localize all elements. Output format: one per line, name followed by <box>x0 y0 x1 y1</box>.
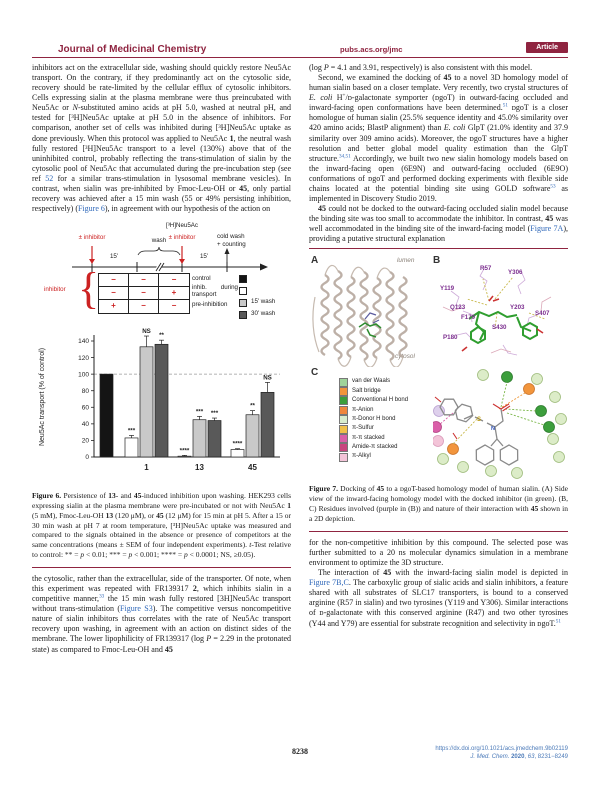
text-segment: 13 <box>105 510 114 520</box>
text-segment: ). The competitive versus noncompetitive nature of sialin inhibitors thus correlates with the rate of Neu5Ac transport recovery upon washing, in agreement with an action on distinct sides of the membrane. The lower lipophilicity of FR139317 (log <box>32 604 291 644</box>
inline-link[interactable]: 52 <box>45 173 54 183</box>
legend-swatch <box>339 425 348 434</box>
panel-b-label: B <box>433 255 441 267</box>
text-segment: H <box>332 93 343 103</box>
legend-label: Salt bridge <box>352 387 381 394</box>
text-segment: < 0.0001; NS, ≥0.05). <box>187 549 256 559</box>
doi-link[interactable]: https://dx.doi.org/10.1021/acs.jmedchem.9b02119 <box>435 746 568 752</box>
legend-label: π-Sulfur <box>352 425 374 432</box>
text-segment: for a similar trans-stimulation in lysosomal membrane vesicles). In contrast, when sialin was pre-inhibited by Fmoc-Leu-OH or <box>32 173 291 193</box>
wash-label: wash <box>151 237 167 245</box>
text-segment: the 15 min wash fully restored [3H]Neu5Ac transport without trans-stimulation ( <box>32 594 291 614</box>
right-column <box>309 63 568 629</box>
duration-label-2: 15' <box>199 253 209 261</box>
svg-text:1: 1 <box>144 463 149 473</box>
inhibitor-row-group-label: inhibitor <box>44 286 66 294</box>
svg-text:****: **** <box>179 447 190 455</box>
legend-swatch <box>339 453 348 462</box>
text-segment: 45 <box>156 510 164 520</box>
body-paragraph <box>32 574 291 655</box>
citation-line <box>435 753 568 761</box>
cytosol-label: cytosol <box>395 353 415 361</box>
legend-label-30-wash: 30' wash <box>251 310 276 318</box>
cold-wash-label: cold wash <box>217 233 245 241</box>
svg-text:140: 140 <box>78 338 89 346</box>
svg-text:60: 60 <box>81 404 89 412</box>
residue-label: Q123 <box>450 304 466 312</box>
inline-link[interactable]: Figure 7A <box>530 224 564 234</box>
page-header <box>32 42 568 58</box>
text-segment: Persistence of <box>61 491 109 501</box>
tracer-label: [³H]Neu5Ac <box>166 222 198 230</box>
svg-text:***: *** <box>195 408 204 416</box>
body-paragraph <box>32 63 291 214</box>
condition-sign: + <box>159 287 189 300</box>
text-segment: (12 μM) for 15 min at pH 5. After a 15 or 30 min wash at pH 7 at room temperature, [³H]Neu5Ac uptake was measured and compared to the signals obtained in the absence or presence of competitors at the same concentrations (means ± SEM of four independent experiments). <box>32 510 291 549</box>
text-segment: -induced inhibition upon washing. HEK293 cells expressing sialin at the plasma membrane were pre-incubated or not with Neu5Ac <box>32 491 292 510</box>
text-segment: (log <box>309 63 324 72</box>
text-segment: < 0.001; **** = <box>132 549 184 559</box>
text-segment: = 2.29 in the protonated state) as compared to Fmoc-Leu-OH and <box>32 634 292 654</box>
residue-label: S407 <box>535 310 550 318</box>
legend-item <box>339 443 408 452</box>
legend-swatch <box>239 299 247 307</box>
condition-sign: − <box>99 274 129 287</box>
text-segment: Figure 6. <box>32 491 62 501</box>
condition-sign-table <box>98 273 190 314</box>
text-segment: 45 <box>239 183 248 193</box>
legend-label: Amide-π stacked <box>352 444 398 451</box>
text-segment: 45 <box>133 491 142 501</box>
legend-swatch <box>339 387 348 396</box>
text-segment: - and <box>115 491 134 501</box>
text-segment: inhibitors act on the extracellular side, washing should quickly restore Neu5Ac transport. On the contrary, if they predominantly act on the cytosolic side, recovery should be rate-limited by the cellular efflux of cytosolic inhibitors. Cells expressing sialin at the plasma membrane were thus preincubated with Neu5Ac or <box>32 63 291 113</box>
inline-link[interactable]: Figure 6 <box>77 204 105 214</box>
condition-sign: − <box>129 274 159 287</box>
residue-label: Y306 <box>508 269 523 277</box>
residue-label: P180 <box>443 334 458 342</box>
text-segment: Docking of <box>337 484 377 494</box>
text-segment: 45 <box>443 73 452 83</box>
text-segment: J. Med. Chem. <box>470 754 510 761</box>
journal-url-link[interactable]: pubs.acs.org/jmc <box>340 45 403 54</box>
text-segment: 45 <box>164 644 173 654</box>
duration-label-1: 15' <box>109 253 119 261</box>
residue-label: R57 <box>480 265 492 273</box>
inline-link[interactable]: 33 <box>99 593 105 600</box>
legend-swatch <box>239 311 247 319</box>
residue-label: Y203 <box>510 304 525 312</box>
inline-link[interactable]: 53 <box>550 183 556 190</box>
text-segment: was well accommodated in the binding site of the inward-facing model ( <box>309 214 568 234</box>
panel-c-label: C <box>311 367 319 379</box>
legend-swatch <box>239 287 247 295</box>
journal-title: Journal of Medicinal Chemistry <box>58 44 207 55</box>
legend-item <box>339 453 408 462</box>
svg-text:NS: NS <box>263 374 272 382</box>
text-segment: 2020 <box>511 754 525 761</box>
legend-item <box>339 406 408 415</box>
condition-sign: − <box>129 287 159 300</box>
text-segment: , which inhibits sialin in a competitive manner, <box>32 584 291 604</box>
svg-text:***: *** <box>127 427 136 435</box>
residue-label: S430 <box>492 324 507 332</box>
condition-sign: − <box>171 301 177 311</box>
figure-separator-rule <box>309 531 568 532</box>
inline-link[interactable]: 51 <box>502 102 508 109</box>
red-brace: { <box>78 264 100 314</box>
residue-label: F179 <box>461 314 476 322</box>
text-segment: ), in agreement with our hypothesis of the action on <box>104 204 271 214</box>
text-segment: < 0.01; *** = <box>84 549 129 559</box>
text-segment: , <box>524 754 528 761</box>
condition-sign: − <box>159 274 189 287</box>
legend-swatch <box>339 443 348 452</box>
legend-label: π-Donor H bond <box>352 415 396 422</box>
text-segment: shown in a 2D depiction. <box>309 503 568 523</box>
body-paragraph <box>309 204 568 244</box>
legend-item <box>339 377 408 386</box>
inhibitor-arrow-label-1: ± inhibitor <box>78 234 106 242</box>
ligand-2d-depiction <box>433 367 568 479</box>
text-segment: to a novel 3D homology model of human sialin based on a closer template. Very recently, two crystal structures of <box>309 73 568 93</box>
text-segment: , only partial recovery was achieved after a 15 min wash (55 or 49% persisting inhibition, respectively) ( <box>32 183 292 214</box>
left-column <box>32 63 291 655</box>
text-segment: E. coli <box>443 123 466 133</box>
figure6-caption <box>32 491 291 559</box>
text-segment: p <box>128 549 133 559</box>
row-label-control: control <box>192 275 211 283</box>
text-segment: 45 <box>545 214 554 224</box>
text-segment: as implemented in Discovery Studio 2019. <box>309 183 568 204</box>
protein-ribbon-drawing <box>309 257 429 367</box>
legend-swatch <box>339 396 348 405</box>
text-segment: 2 <box>192 584 197 594</box>
legend-label: π-Alkyl <box>352 453 371 460</box>
svg-text:NS: NS <box>142 328 151 336</box>
text-segment: , 8231−8249 <box>534 754 568 761</box>
text-segment: + <box>342 92 346 99</box>
svg-text:N: N <box>491 426 495 433</box>
article-type-badge: Article <box>526 42 568 53</box>
inline-link[interactable]: Figure S3 <box>120 604 153 614</box>
legend-label-15-wash: 15' wash <box>251 298 276 306</box>
figure7-caption <box>309 484 568 523</box>
svg-text:0: 0 <box>85 454 89 462</box>
legend-swatch <box>239 275 247 283</box>
svg-text:13: 13 <box>195 463 204 473</box>
svg-text:45: 45 <box>248 463 257 473</box>
interaction-legend <box>339 377 408 462</box>
panel-a-label: A <box>311 255 319 267</box>
inline-link[interactable]: 34,51 <box>339 153 351 160</box>
text-segment: p <box>80 549 85 559</box>
page-number: 8238 <box>292 747 308 756</box>
svg-text:***: *** <box>210 410 219 418</box>
text-segment: 13 <box>108 491 116 501</box>
text-segment: . The carboxylic group of sialic acids and sialin inhibitors, a feature shared with all substrates of SLC17 transporters, is bound to a conserved arginine (R57 in sialin) and two tyrosines (Y119 and Y306). Similar interactions of ᴅ-galactonate with this conserved arginine (R47) and two other tyrosines (Y44 and Y79) are essential for substrate recognition and selectivity in ᴅgoT. <box>309 578 568 628</box>
legend-item <box>339 396 408 405</box>
text-segment: P <box>323 63 329 72</box>
legend-item <box>339 424 408 433</box>
text-segment: P <box>206 634 212 644</box>
lumen-label: lumen <box>397 257 415 265</box>
svg-text:20: 20 <box>81 437 89 445</box>
condition-sign: − <box>129 300 159 313</box>
svg-text:****: **** <box>232 440 243 448</box>
svg-text:120: 120 <box>78 354 89 362</box>
inhibitor-arrow-label-2: ± inhibitor <box>168 234 196 242</box>
text-segment: 45 <box>376 484 385 494</box>
body-paragraph <box>309 538 568 568</box>
text-segment: GlpT (21.0% identity and 37.9 similarity over 309 amino acids). Moreover, the ᴅgoT structures have a higher resolution and better global model quality estimation than the GlpT structure. <box>309 123 569 163</box>
text-segment: Second, we examined the docking of <box>318 73 444 83</box>
footer-citation <box>435 745 568 761</box>
text-segment: (120 μM), or <box>113 510 157 520</box>
text-segment: 45 <box>530 503 539 513</box>
text-segment: 45 <box>383 568 392 578</box>
text-segment: with the inward-facing sialin model is depicted in <box>391 568 568 578</box>
text-segment: -substituted amino acids at pH 5.0, washed at neutral pH, and tested for [³H]Neu5Ac uptake at pH 5.0 in the absence of inhibitors. For comparison, another set of cells was inhibited during [³H]Neu5Ac uptake as done previously. When this protocol was applied to Neu5Ac <box>32 103 291 143</box>
svg-text:**: ** <box>250 402 255 410</box>
body-paragraph <box>309 63 568 73</box>
text-segment: 63 <box>527 754 535 761</box>
legend-label: π-Anion <box>352 406 374 413</box>
text-segment: ), providing a putative structural explanation <box>309 224 568 244</box>
legend-swatch <box>339 378 348 387</box>
figure6-bar-chart <box>32 325 291 485</box>
legend-item <box>339 415 408 424</box>
text-segment: (5 mM), Fmoc-Leu-OH <box>32 510 106 520</box>
figure7-image <box>309 255 568 481</box>
row-label-pre-inhibition: pre-inhibition <box>192 301 228 309</box>
text-segment: = 4.1 and 3.91, respectively) is also consistent with this model. <box>328 63 533 72</box>
legend-swatch <box>339 406 348 415</box>
text-segment: Accordingly, we built two new sialin homology models based on the inward-facing open (6E9N) and outward-facing occluded (6E9O) conformations of ᴅgoT and performed docking experiments with flexible side chains located at the potential binding site using GOLD software <box>309 153 568 193</box>
text-segment: could not be docked to the outward-facing occluded sialin model because the binding site was too small to accommodate the inhibitor. In contrast, <box>309 204 568 224</box>
text-segment: p <box>184 549 188 559</box>
legend-item <box>339 434 408 443</box>
legend-label: π-π stacked <box>352 434 385 441</box>
text-segment: ᴅgoT is a closer homologue of human sialin (25.5% sequence identity and 45.0% similarity over 420 amino acids; BlastP alignment) than <box>309 103 568 133</box>
inline-link[interactable]: 51 <box>555 617 561 624</box>
text-segment: The interaction of <box>318 568 384 578</box>
text-segment: the cytosolic, rather than the extracellular, side of the transporter. Of note, when this experiment was repeated with FR139317 <box>32 574 291 594</box>
row-label-inhib-during-transport: inhib. during transport <box>192 284 238 298</box>
svg-text:S: S <box>477 417 482 424</box>
text-segment: 45 <box>318 204 326 214</box>
inline-link[interactable]: Figure 7B,C <box>309 578 349 588</box>
legend-label: van der Waals <box>352 378 391 385</box>
residue-label: Y119 <box>440 285 455 293</box>
legend-swatch <box>339 434 348 443</box>
text-segment: , the neutral wash fully restored [³H]Neu5Ac transport to a level (130%) above that of the uninhibited control, probably reflecting the trans-stimulation of sialin by the cytosolic pool of Neu5Ac that accumulated during the pre-incubation step (see ref <box>32 133 291 183</box>
figure-separator-rule <box>32 567 291 568</box>
svg-text:40: 40 <box>81 421 89 429</box>
text-segment: Figure 7. <box>309 484 338 494</box>
legend-item <box>339 387 408 396</box>
text-segment: /ᴅ-galactonate symporter (ᴅgoT) in outward-facing occluded and inward-facing open conformations have been determined. <box>309 93 568 113</box>
svg-text:Neu5Ac transport (% of control: Neu5Ac transport (% of control) <box>39 348 46 447</box>
text-segment: E. coli <box>309 93 333 103</box>
legend-swatch <box>339 415 348 424</box>
figure6-schematic <box>32 221 291 325</box>
condition-sign: − <box>99 287 129 300</box>
body-paragraph <box>309 568 568 628</box>
text-segment: 1 <box>287 501 291 510</box>
svg-text:100: 100 <box>78 371 89 379</box>
text-segment: t <box>249 540 252 549</box>
counting-label: + counting <box>217 241 246 249</box>
svg-text:80: 80 <box>81 388 89 396</box>
text-segment: for the non-competitive inhibition by this compound. The selected pose was further submitted to a 20 ns molecular dynamics simulation in a membrane environment to optimize the 3D structure. <box>309 537 568 568</box>
body-paragraph <box>309 73 568 204</box>
text-segment: to a ᴅgoT-based homology model of human sialin. (A) Side view of the inward-facing homology model with the docked inhibitor (in green). (B, C) Residues involved (purple in (B)) and nature of their interaction with <box>309 484 568 513</box>
svg-text:**: ** <box>159 332 164 340</box>
text-segment: -Test relative to control: ** = <box>32 540 292 559</box>
condition-sign: + <box>99 300 129 313</box>
figure-separator-rule <box>309 248 568 249</box>
legend-label: Conventional H bond <box>352 397 409 404</box>
text-segment: N <box>72 103 78 113</box>
text-segment: 1 <box>229 133 234 143</box>
